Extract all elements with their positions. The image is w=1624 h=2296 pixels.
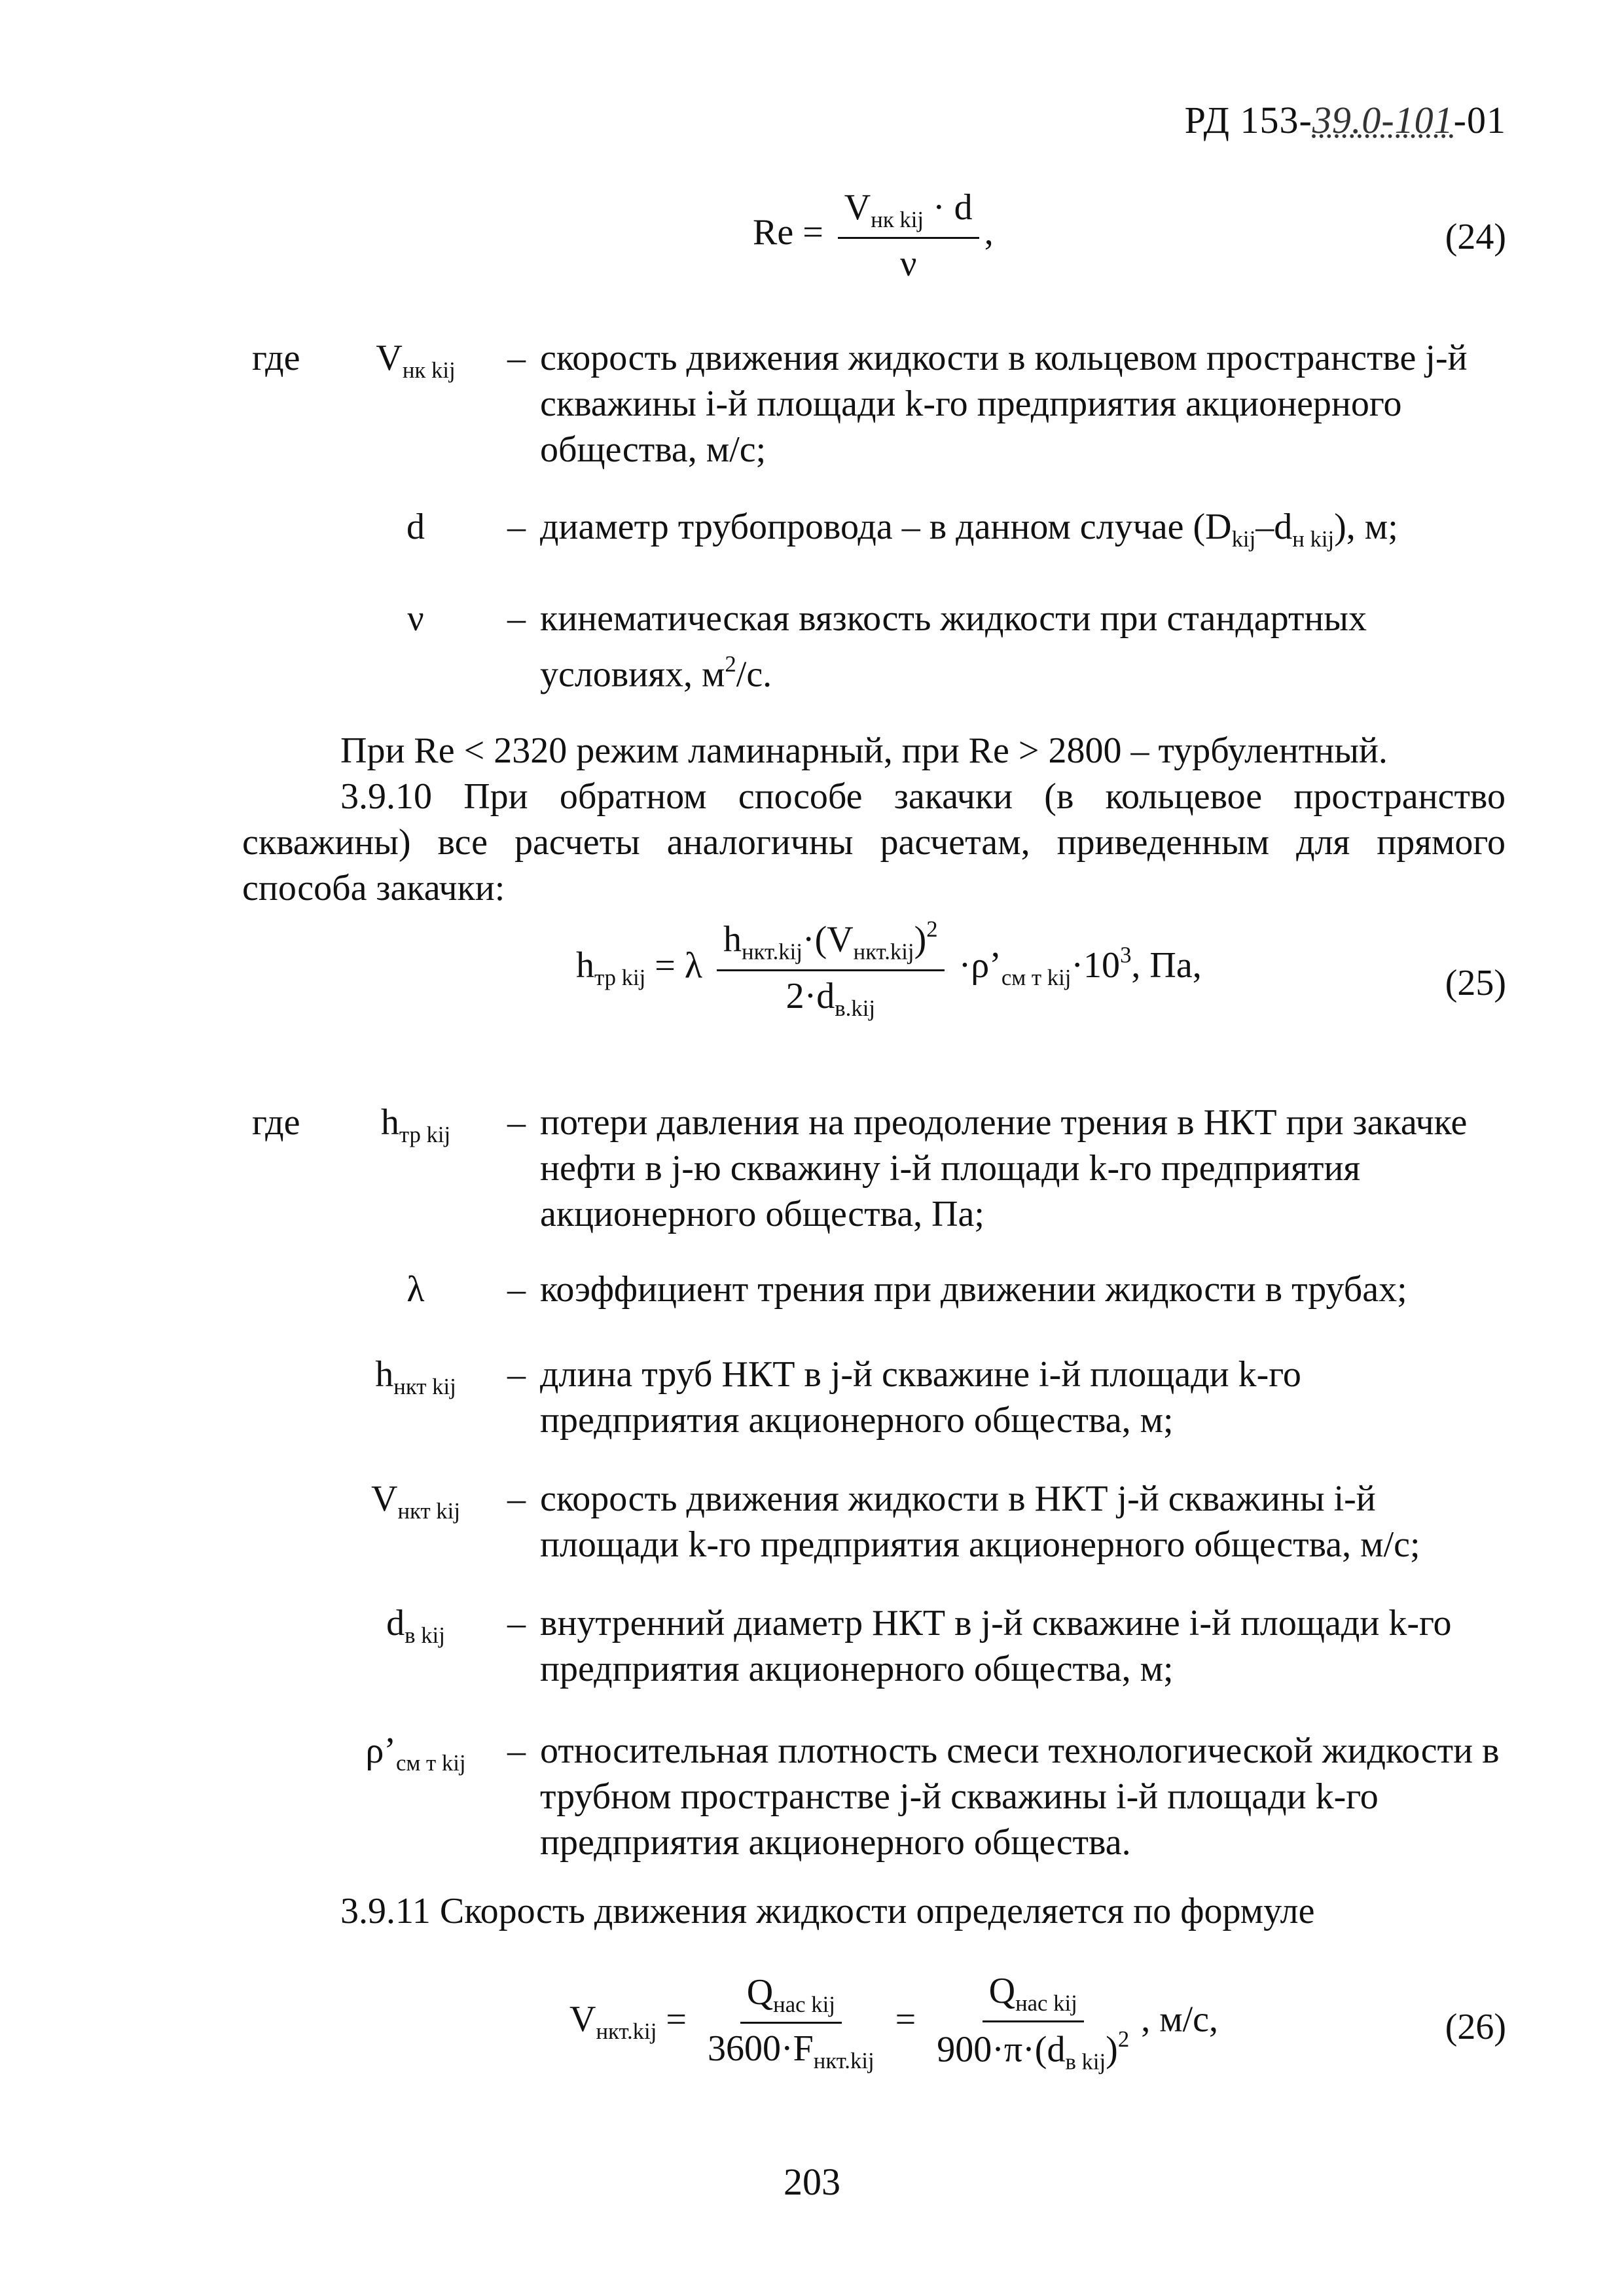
definition-dash: –: [507, 1354, 526, 1395]
definition-text: диаметр трубопровода – в данном случае $(D_{kij}-d_{н kij})$, м;: [540, 507, 1398, 552]
eq24-num-subscript: нк kij: [871, 207, 924, 233]
eq24-number: (24): [1445, 217, 1506, 257]
definition-text: относительная плотность смеси технологической жидкости в трубном пространстве j-й скважины i-й площади k-го предприятия акционерного общества.: [540, 1731, 1500, 1863]
definition-symbol: $h_{нкт kij}$: [375, 1354, 456, 1400]
definition-dash: –: [507, 1102, 526, 1143]
eq26-unit: , м/с,: [1141, 1999, 1219, 2040]
definition-symbol: $h_{тр kij}$: [380, 1102, 451, 1148]
where-label: где: [252, 1102, 300, 1143]
eq24-num-symbol: V: [844, 187, 871, 228]
page-number: 203: [784, 2161, 840, 2203]
eq26-fraction-2: $\frac{Q_{нас kij}}{900\cdot\pi\cdot(d_{в kij})^2}$: [937, 1971, 1130, 2075]
definition-dash: –: [507, 1479, 526, 1519]
definition-dash: –: [507, 338, 526, 378]
definition-text: кинематическая вязкость жидкости при стандартных условиях, $м^2/с$.: [540, 598, 1367, 695]
eq24-fraction: [838, 187, 979, 285]
definition-dash: –: [507, 1269, 526, 1310]
eq26-fraction-1: $\frac{Q_{нас kij}}{3600\cdot F_{нкт.kij}}$: [707, 1971, 875, 2074]
eq24-denominator: ν: [900, 243, 917, 285]
paragraph-3-9-10: 3.9.10 При обратном способе закачки (в кольцевое пространство скважины) все расчеты аналогичны расчетам, приведенным для прямого способа закачки:: [242, 776, 1506, 908]
eq26-number: (26): [1445, 2007, 1506, 2047]
eq24-comma: ,: [984, 211, 994, 253]
definition-text: потери давления на преодоление трения в НКТ при закачке нефти в j-ю скважину i-й площади k-го предприятия акционерного общества, Па;: [540, 1102, 1468, 1234]
definition-text: коэффициент трения при движении жидкости в трубах;: [540, 1269, 1407, 1310]
header-prefix: РД 153-: [1184, 99, 1312, 141]
eq25-lambda: = λ: [655, 945, 703, 986]
definition-symbol: $V_{нкт kij}$: [371, 1479, 460, 1524]
eq25-lhs: $h_{тр kij}$: [576, 945, 646, 991]
eq26-equals-2: =: [895, 1999, 916, 2040]
header-suffix: -01: [1453, 99, 1506, 141]
definition-dash: –: [507, 1603, 526, 1643]
definition-dash: –: [507, 1731, 526, 1771]
eq24-num-tail: · d: [924, 187, 973, 228]
paragraph-regime: При Re < 2320 режим ламинарный, при Re > 2800 – турбулентный.: [340, 730, 1388, 771]
definition-symbol: λ: [406, 1269, 425, 1310]
eq25-number: (25): [1445, 963, 1506, 1003]
eq26-equals-1: =: [666, 1999, 687, 2040]
eq25-tail: $\cdot\rho’_{см т kij}\cdot 10^3$, Па,: [958, 942, 1202, 991]
definition-text: внутренний диаметр НКТ в j-й скважине i-й площади k-го предприятия акционерного общества, м;: [540, 1603, 1452, 1689]
definition-symbol: $d_{в kij}$: [386, 1603, 445, 1649]
definition-dash: –: [507, 507, 526, 547]
definition-text: скорость движения жидкости в НКТ j-й скважины i-й площади k-го предприятия акционерного общества, м/с;: [540, 1479, 1420, 1565]
definition-text: скорость движения жидкости в кольцевом пространстве j-й скважины i-й площади k-го предприятия акционерного общества, м/с;: [540, 338, 1468, 470]
header-handwritten-number: 39.0-101: [1312, 99, 1454, 141]
definition-symbol: $V_{нк kij}$: [376, 338, 456, 384]
where-label: где: [252, 338, 300, 378]
eq26-lhs: $V_{нкт.kij}$: [569, 1999, 657, 2045]
eq24-lhs: Re =: [753, 211, 823, 253]
eq25-fraction: $\frac{h_{нкт.kij}\cdot(V_{нкт.kij})^2}{2\cdot d_{в.kij}}$: [717, 916, 945, 1022]
definition-dash: –: [507, 598, 526, 639]
document-code-header: [1185, 98, 1506, 142]
paragraph-3-9-11: 3.9.11 Скорость движения жидкости определяется по формуле: [340, 1891, 1315, 1931]
definition-text: длина труб НКТ в j-й скважине i-й площади k-го предприятия акционерного общества, м;: [540, 1354, 1301, 1441]
definition-symbol: $\rho’_{см т kij}$: [365, 1731, 466, 1776]
definition-symbol: d: [406, 507, 425, 547]
definition-symbol: ν: [407, 598, 424, 639]
